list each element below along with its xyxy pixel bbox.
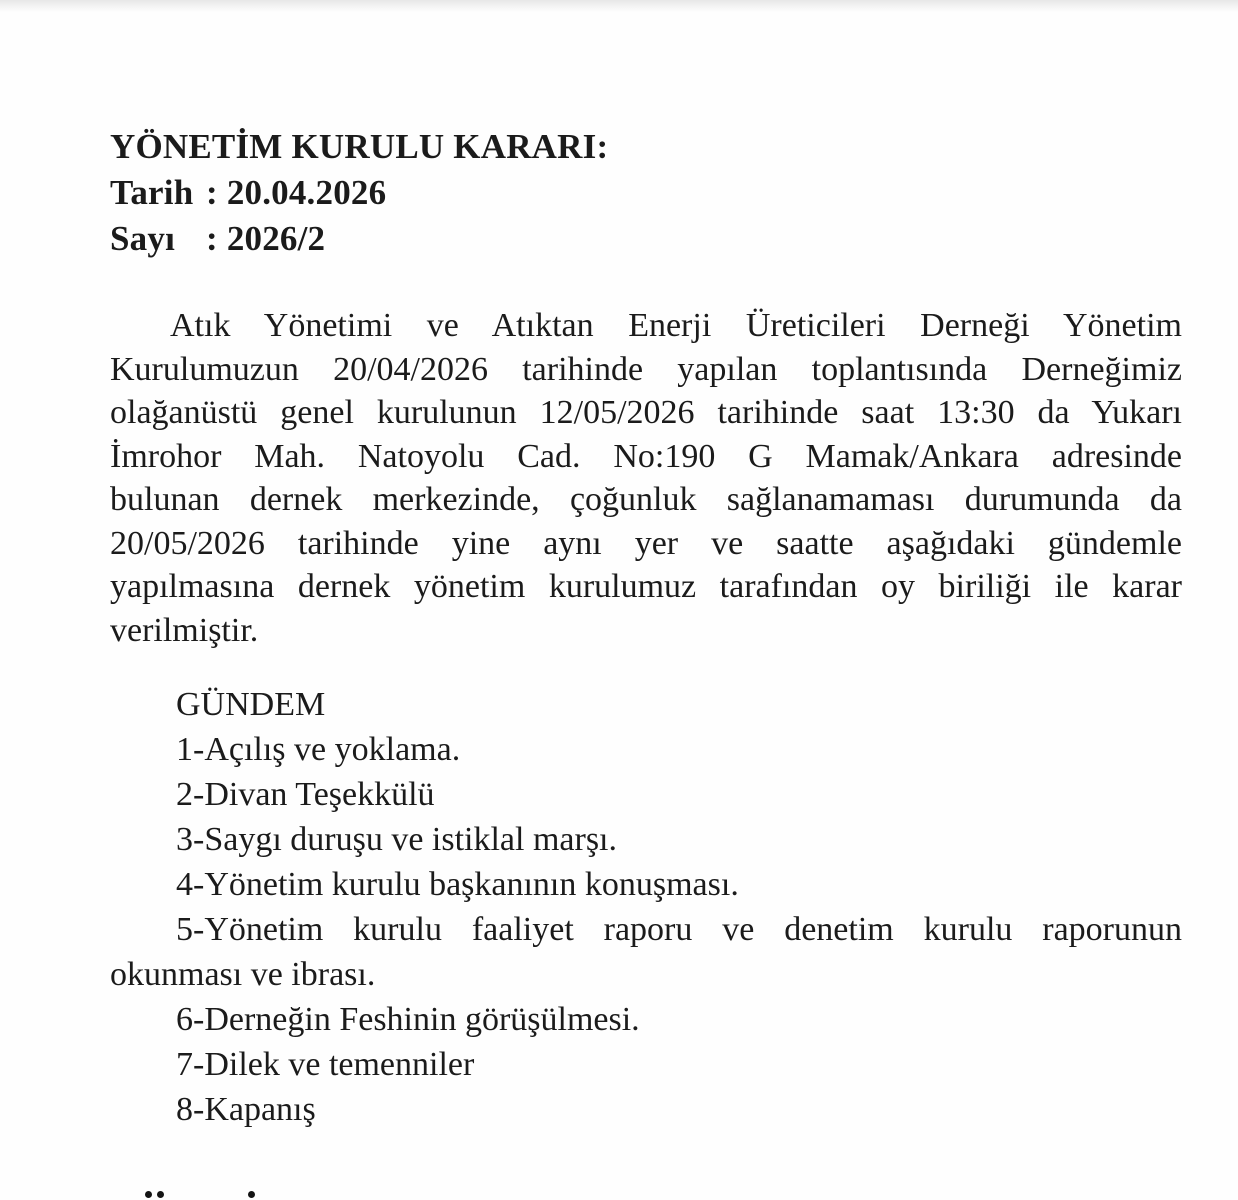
scan-edge-shadow — [0, 0, 1238, 12]
agenda-item: 3-Saygı duruşu ve istiklal marşı. — [176, 821, 618, 858]
paragraph-line: İmrohor Mah. Natoyolu Cad. No:190 G Mamak/Ankara adresinde — [110, 437, 1182, 475]
number-value: 2026/2 — [226, 219, 326, 258]
document-title: YÖNETİM KURULU KARARI: — [110, 127, 609, 166]
paragraph-line: bulunan dernek merkezinde, çoğunluk sağlanamaması durumunda da — [110, 481, 1182, 518]
date-value: 20.04.2026 — [226, 173, 387, 212]
agenda-item-continuation: okunması ve ibrası. — [110, 956, 376, 993]
body-paragraph — [110, 304, 1182, 652]
agenda-item: 2-Divan Teşekkülü — [176, 776, 435, 813]
cutoff-heading-dot — [248, 1191, 255, 1198]
paragraph-line: olağanüstü genel kurulunun 12/05/2026 tarihinde saat 13:30 da Yukarı — [110, 394, 1182, 431]
agenda-section — [110, 682, 1182, 1132]
agenda-heading: GÜNDEM — [176, 686, 326, 723]
date-separator: : — [206, 173, 218, 212]
number-separator: : — [206, 219, 218, 258]
number-label: Sayı — [110, 219, 175, 258]
paragraph-line: 20/05/2026 tarihinde yine aynı yer ve saatte aşağıdaki gündemle — [110, 524, 1182, 562]
document-content — [110, 124, 1182, 1132]
document-header — [110, 124, 1182, 262]
agenda-item: 7-Dilek ve temenniler — [176, 1046, 475, 1083]
cutoff-heading-dot — [145, 1191, 152, 1198]
paragraph-line: yapılmasına dernek yönetim kurulumuz tarafından oy biriliği ile karar — [110, 568, 1182, 605]
agenda-item: 6-Derneğin Feshinin görüşülmesi. — [176, 1001, 640, 1038]
agenda-item: 5-Yönetim kurulu faaliyet raporu ve denetim kurulu raporunun — [176, 911, 1182, 948]
agenda-item: 4-Yönetim kurulu başkanının konuşması. — [176, 866, 739, 903]
paragraph-line: Kurulumuzun 20/04/2026 tarihinde yapılan toplantısında Derneğimiz — [110, 350, 1182, 388]
number-row — [110, 216, 1182, 262]
paragraph-line: verilmiştir. — [110, 611, 259, 649]
agenda-item: 8-Kapanış — [176, 1091, 316, 1128]
cutoff-heading-dot — [157, 1191, 164, 1198]
date-label: Tarih — [110, 173, 194, 212]
date-row — [110, 170, 1182, 216]
paragraph-line: Atık Yönetimi ve Atıktan Enerji Üreticileri Derneği Yönetim — [170, 307, 1182, 344]
agenda-item: 1-Açılış ve yoklama. — [176, 731, 461, 768]
